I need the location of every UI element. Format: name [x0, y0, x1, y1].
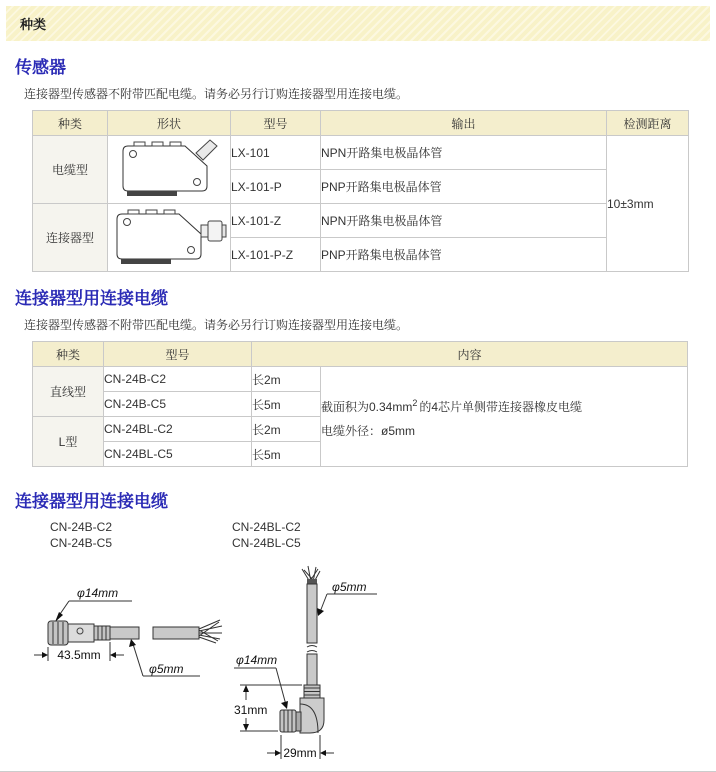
col-header-content: 内容	[252, 342, 688, 367]
table-row	[33, 136, 689, 170]
type-cell-cable: 电缆型	[33, 136, 108, 204]
table-header-row	[33, 342, 688, 367]
cable-spec-table	[32, 341, 688, 467]
dim-connector-width: 29mm	[283, 746, 317, 760]
product-spec-page	[0, 6, 716, 760]
model-label: CN-24BL-C2	[232, 520, 301, 534]
sensing-range-cell: 10±3mm	[607, 136, 689, 272]
model-label: CN-24B-C2	[50, 520, 113, 534]
table-row	[33, 204, 689, 238]
connector-type-sensor-drawing	[108, 205, 230, 267]
length-cell: 长5m	[252, 392, 321, 417]
category-title-bar	[6, 6, 710, 41]
diagram-model-list	[50, 519, 716, 551]
cable-section-title: 连接器型用连接电缆	[15, 289, 168, 308]
dim-cable-diameter: φ5mm	[332, 580, 367, 594]
model-cell: LX-101-Z	[231, 204, 321, 238]
col-header-type: 种类	[33, 111, 108, 136]
cable-content-line1: 截面积为$0.34mm^2$ 的4芯片单侧带连接器橡皮电缆	[321, 397, 583, 414]
col-header-model: 型号	[104, 342, 252, 367]
model-label: CN-24B-C5	[50, 536, 113, 550]
cable-type-sensor-drawing	[114, 137, 224, 199]
category-title: 种类	[20, 17, 47, 32]
col-header-output: 输出	[321, 111, 607, 136]
output-cell: PNP开路集电极晶体管	[321, 170, 607, 204]
type-cell-straight: 直线型	[33, 367, 104, 417]
length-cell: 长2m	[252, 367, 321, 392]
model-cell: CN-24B-C5	[104, 392, 252, 417]
table-header-row	[33, 111, 689, 136]
superscript: 2	[412, 397, 418, 408]
l-cable-models	[232, 519, 414, 551]
dim-connector-diameter: φ14mm	[77, 586, 119, 600]
model-cell: CN-24BL-C2	[104, 417, 252, 442]
sensor-section-note: 连接器型传感器不附带匹配电缆。请务必另行订购连接器型用连接电缆。	[24, 87, 409, 101]
dim-cable-diameter: φ5mm	[149, 662, 184, 676]
col-header-type: 种类	[33, 342, 104, 367]
type-cell-connector: 连接器型	[33, 204, 108, 272]
length-cell: 长2m	[252, 417, 321, 442]
model-cell: CN-24BL-C5	[104, 442, 252, 467]
table-row	[33, 367, 688, 392]
col-header-shape: 形状	[108, 111, 231, 136]
straight-cable-models	[50, 519, 232, 551]
straight-cable-diagram	[22, 581, 222, 679]
model-cell: LX-101-P	[231, 170, 321, 204]
diagram-section-title: 连接器型用连接电缆	[15, 492, 168, 511]
model-cell: CN-24B-C2	[104, 367, 252, 392]
cable-section-note: 连接器型传感器不附带匹配电缆。请务必另行订购连接器型用连接电缆。	[24, 318, 409, 332]
model-cell: LX-101-P-Z	[231, 238, 321, 272]
output-cell: NPN开路集电极晶体管	[321, 136, 607, 170]
sensor-section-title: 传感器	[15, 58, 66, 77]
length-cell: 长5m	[252, 442, 321, 467]
sensor-spec-table	[32, 110, 689, 272]
shape-cell-cable	[108, 136, 231, 204]
model-label: CN-24BL-C5	[232, 536, 301, 550]
dim-connector-length: 43.5mm	[57, 648, 101, 662]
output-cell: PNP开路集电极晶体管	[321, 238, 607, 272]
cable-content-line2: 电缆外径：ø5mm	[321, 423, 415, 438]
l-cable-diagram	[230, 563, 380, 768]
shape-cell-connector	[108, 204, 231, 272]
dim-connector-height: 31mm	[234, 703, 268, 717]
type-cell-l: L型	[33, 417, 104, 467]
col-header-range: 检测距离	[607, 111, 689, 136]
col-header-model: 型号	[231, 111, 321, 136]
dim-connector-diameter: φ14mm	[236, 653, 278, 667]
model-cell: LX-101	[231, 136, 321, 170]
output-cell: NPN开路集电极晶体管	[321, 204, 607, 238]
cable-content-cell	[321, 367, 688, 467]
dimension-diagrams	[0, 563, 716, 769]
